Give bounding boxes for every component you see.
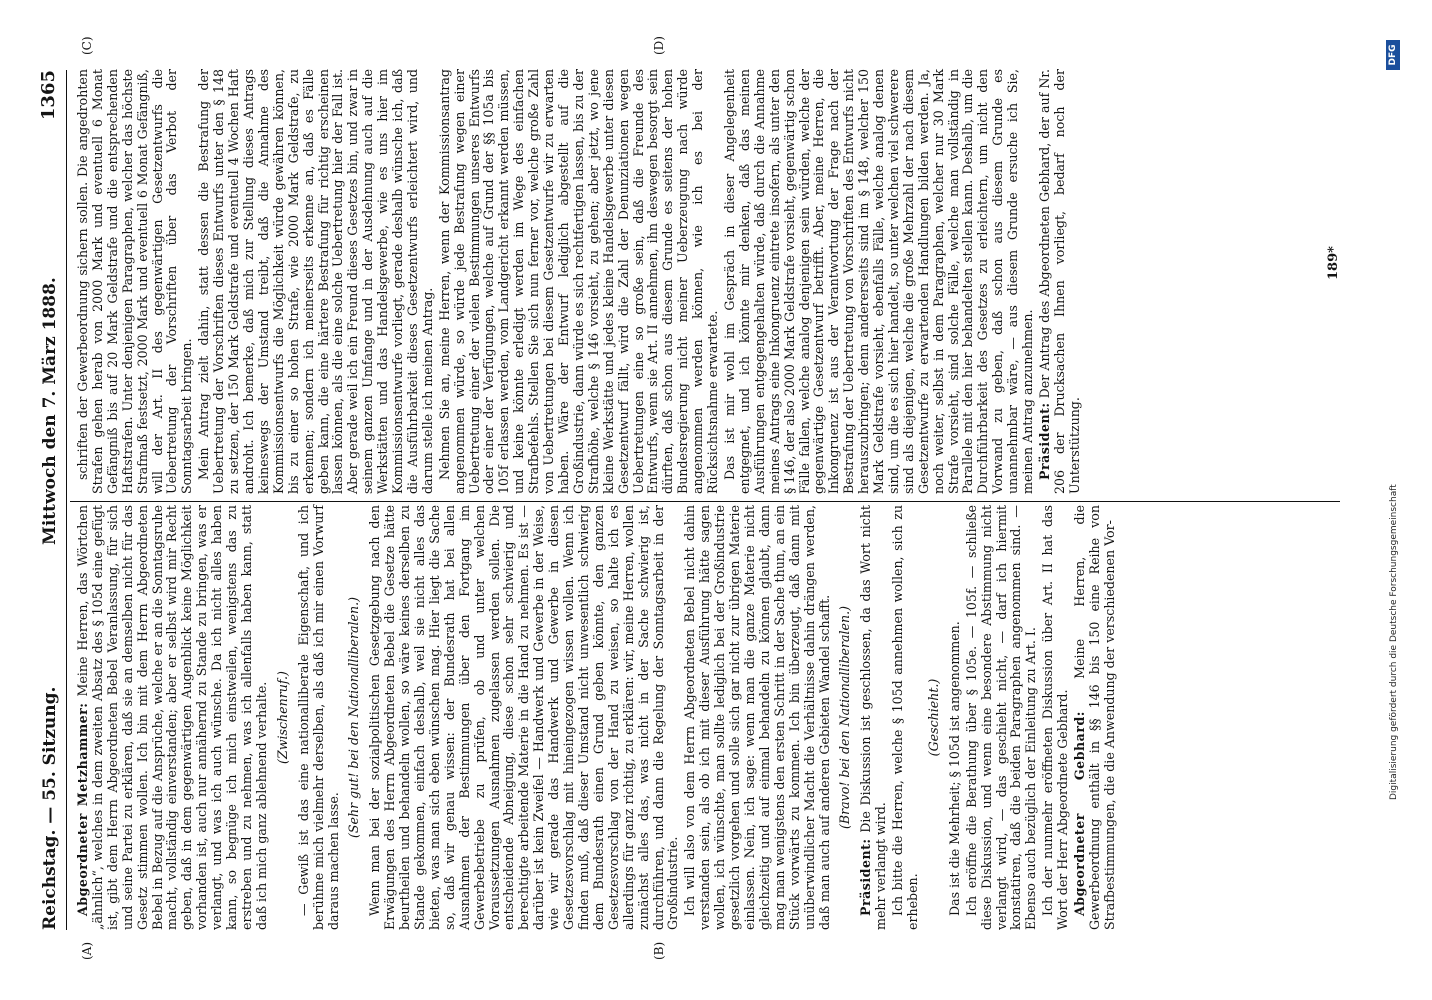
interjection: (Zwischenruf.) [274, 671, 290, 764]
margin-marker-c: (C) [80, 36, 94, 55]
speaker-label: Abgeordneter Metzhammer: [75, 702, 90, 916]
paragraph-text: Meine Herren, das Wörtchen „ähnlich“, welches in dem zweiten Absatz des § 105d eine gefügt ist, gibt dem Herrn Abgeordneten Bebel Veranlassung, für sich und seine Partei zu erklären, daß sie an demselben nicht für das Gesetz stimmen wollen. Ich bin mit dem Herrn Abgeordneten Bebel in Bezug auf die Ansprüche, welche er an die Sonntagsruhe macht, vollständig einverstanden; aber er selbst wird mir Recht geben, daß in dem gegenwärtigen Augenblick keine Möglichkeit vorhanden ist, auch nur annähernd zu Stande zu bringen, was er verlangt, und was ich auch wünsche. Da ich nicht alles haben kann, so begnüge ich mich einstweilen, wenigstens das zu erstreben und zu nehmen, was ich allenfalls haben kann, statt daß ich mich ganz ablehnend verhalte. [75, 505, 269, 930]
paragraph-text: Die Diskussion ist geschlossen, da das Wort nicht mehr verlangt wird. [858, 505, 889, 930]
paragraph: Ich eröffne die Berathung über § 105e. — 105f. — schließe diese Diskussion, und wenn eine besondere Abstimmung nicht verlangt wird, — das geschieht nicht, — darf ich hiermit konstatiren, daß die beiden Paragraphen angenommen sind. — Ebenso auch bezüglich der Einleitung zu Art. I. [963, 505, 1039, 930]
paragraph [1073, 505, 1118, 930]
page-header [34, 70, 64, 930]
speaker-label: Präsident: [1037, 402, 1052, 480]
paragraph [76, 505, 270, 930]
interjection: (Geschieht.) [925, 678, 941, 757]
paragraph: Ich will also von dem Herrn Abgeordneten Bebel nicht dahin verstanden sein, als ob ich mit dieser Ausführung hätte sagen wollen, ich wünschte, man sollte lediglich bei der Großindustrie gesetzlich vorgehen und solle sich gar nicht zur übrigen Materie einlassen. Nein, ich sage: wenn man die ganze Materie nicht gleichzeitig und auf einmal behandeln zu können glaubt, dann mag man wenigstens den ersten Schritt in der Sache thun, an ein Stück vorwärts zu kommen. Ich bin überzeugt, daß dann mit unüberwindlicher Macht die Verhältnisse dahin drängen werden, daß man auch auf anderen Gebieten Wandel schafft. [682, 505, 832, 930]
signature-number: 189* [1326, 246, 1341, 280]
header-page-number: 1365 [38, 70, 59, 121]
paragraph [859, 505, 889, 930]
speaker-label: Präsident: [858, 838, 874, 916]
interjection: (Bravo! bei den Nationalliberalen.) [837, 605, 853, 830]
paragraph: Wenn man bei der sozialpolitischen Gesetzgebung nach den Erwägungen des Herrn Abgeordneten Bebel die Gesetze hätte beurtheilen und behandeln wollen, so wäre keines derselben zu Stande gekommen, einfach deshalb, weil sie nicht alles das bieten, was man sich eben wünschen mag. Hier liegt die Sache so, daß wir genau wissen: der Bundesrath hat bei allen Ausnahmen der Bestimmungen über den Fortgang im Gewerbebetriebe zu prüfen, ob und unter welchen Voraussetzungen Ausnahmen zugelassen werden sollen. Die entscheidende Abneigung, diese schon sehr schwierig und berechtigte arbeitende Materie in die Hand zu nehmen. Es ist — darüber ist kein Zweifel — Handwerk und Gewerbe in der Weise, wie wir gerade das Handwerk und Gewerbe in diesen Gesetzesvorschlag mit hineingezogen wissen wollen. Wenn ich finden muß, daß dieser Umstand nicht unwesentlich schwierig dem Bundesrath einen Grund geben könnte, den ganzen Gesetzesvorschlag von der Hand zu weisen, so halte ich es allerdings für ganz richtig, zu erklären: wir, meine Herren, wollen zunächst alles das, was nicht in der Sache schwierig ist, durchführen, und dann die Regelung der Sonntagsarbeit in der Großindustrie. [367, 505, 681, 930]
speaker-label: Abgeordneter Gebhard: [1072, 711, 1088, 916]
margin-marker-b: (B) [652, 941, 666, 960]
paragraph [1038, 69, 1083, 494]
right-column [76, 69, 1326, 494]
header-rule [66, 70, 67, 930]
dfg-logo-text: DFG [1388, 44, 1398, 66]
paragraph-text: Meine Herren, die Gewerbeordnung enthält in §§ 146 bis 150 eine Reihe von Strafbestimmungen, die die Anwendung der verschiedenen Vor- [1072, 505, 1117, 930]
column-divider [70, 501, 1340, 502]
paragraph: Das ist mir wohl im Gespräch in dieser Angelegenheit entgegnet, und ich könnte mir denken, daß das meinen Ausführungen entgegengehalten würde, daß durch die Annahme meines Antrags eine Inkongruenz eintrete insofern, als unter den § 146, der also 2000 Mark Geldstrafe vorsieht, gegenwärtig schon Fälle fallen, welche analog denjenigen sein würden, welche der gegenwärtige Gesetzentwurf betrifft. Aber, meine Herren, die Inkongruenz ist aus der Verantwortung der Frage nach der Bestrafung der Uebertretung von Vorschriften des Entwurfs nicht herauszubringen; denn andererseits sind im § 148, welcher 150 Mark Geldstrafe vorsieht, ebenfalls Fälle, welche analog denen sind, um die es sich hier handelt, so unter welchen viel schwerere sind als diejenigen, welche die große Mehrzahl der nach diesem Gesetzentwurfe zu erwartenden Handlungen bilden werden. Ja, noch weiter, selbst in dem Paragraphen, welcher nur 30 Mark Strafe vorsieht, sind solche Fälle, welche man vollständig in Parallele mit den hier behandelten stellen kann. Deshalb, um die Durchführbarkeit des Gesetzes zu erleichtern, um nicht den Vorwand zu geben, daß schon aus diesem Grunde es unannehmbar wäre, — aus diesem Grunde ersuche ich Sie, meinen Antrag anzunehmen. [721, 69, 1036, 494]
left-column [76, 505, 1326, 930]
paragraph: Nehmen Sie an, meine Herren, wenn der Kommissionsantrag angenommen würde, so würde jede Bestrafung wegen einer Uebertretung einer der vielen Bestimmungen unseres Entwurfs oder einer der Verfügungen, welche auf Grund der §§ 105a bis 105f erlassen werden, vom Landgericht erkannt werden müssen, und keine könnte erledigt werden im Wege des einfachen Strafbefehls. Stellen Sie sich nun ferner vor, welche große Zahl von Uebertretungen bei diesem Gesetzentwurfe wir zu erwarten haben. Wäre der Entwurf lediglich abgestellt auf die Großindustrie, dann würde es sich rechtfertigen lassen, bis zu der Strafhöhe, welche § 146 vorsieht, zu gehen; aber jetzt, wo jene kleine Werkstätte und jedes kleine Handelsgewerbe unter diesen Gesetzentwurf fällt, wird die Zahl der Denunziationen wegen Uebertretungen eine so große sein, daß die Freunde des Entwurfs, wenn sie Art. II annehmen, ihn deswegen besorgt sein dürften, daß schon aus diesem Grunde es seitens der hohen Bundesregierung nicht meiner Ueberzeugung nach würde angenommen werden können, wie ich es bei der Rücksichtsnahme erwartete. [436, 69, 721, 494]
margin-marker-a: (A) [80, 941, 94, 960]
paragraph: schriften der Gewerbeordnung sichern sollen. Die angedrohten Strafen gehen herab von 2000 Mark und eventuell 6 Monat Gefängniß bis auf 20 Mark Geldstrafe und die entsprechenden Haftstrafen. Unter denjenigen Paragraphen, welcher das höchste Strafmaß festsetzt, 2000 Mark und eventuell 6 Monat Gefängniß, will der Art. II des gegenwärtigen Gesetzentwurfs die Uebertretung der Vorschriften über das Verbot der Sonntagsarbeit bringen. [75, 69, 195, 494]
paragraph: Ich der nunmehr eröffneten Diskussion über Art. II hat das Wort der Herr Abgeordnete Gebhard. [1040, 505, 1071, 930]
paragraph-text: Der Antrag des Abgeordneten Gebhard, der auf Nr. 206 der Drucksachen Ihnen vorliegt, bedarf noch der Unterstützung. [1037, 69, 1082, 494]
paragraph: Das ist die Mehrheit; § 105d ist angenommen. [946, 621, 962, 916]
header-date: Mittwoch den 7. März 1888. [40, 277, 60, 545]
digitization-notice-text: Digitalisierung gefördert durch die Deutsche Forschungsgemeinschaft [1389, 484, 1399, 800]
header-session-title: Reichstag. — 55. Sitzung. [40, 686, 60, 930]
digitization-notice [1384, 40, 1406, 800]
interjection: (Sehr gut! bei den Nationalliberalen.) [346, 596, 362, 839]
margin-marker-d: (D) [652, 36, 666, 55]
paragraph: Ich bitte die Herren, welche § 105d annehmen wollen, sich zu erheben. [890, 505, 921, 930]
dfg-logo-icon [1386, 40, 1400, 70]
paragraph: Mein Antrag zielt dahin, statt dessen die Bestrafung der Uebertretung der Vorschriften dieses Entwurfs unter den § 148 zu setzen, der 150 Mark Geldstrafe und eventuell 4 Wochen Haft androht. Ich bemerke, daß mich zur Stellung dieses Antrags keineswegs der Umstand treibt, daß die Annahme des Kommissionsentwurfs die Möglichkeit würde gewähren können, bis zu einer so hohen Strafe, wie 2000 Mark Geldstrafe, zu erkennen; sondern ich meinerseits erkenne an, daß es Fälle geben kann, die eine härtere Bestrafung für richtig erscheinen lassen können, als die eine solche Uebertretung hier der Fall ist. Aber gerade weil ich ein Freund dieses Gesetzes bin, und zwar in seinem ganzen Umfange und in der Ausdehnung auch auf die Werkstätten und das Handelsgewerbe, wie es uns hier im Kommissionsentwurfe vorliegt, gerade deshalb wünsche ich, daß die Ausführbarkeit dieses Gesetzentwurfs erleichtert wird, und darum stelle ich meinen Antrag. [196, 69, 435, 494]
paragraph: — Gewiß ist das eine nationalliberale Eigenschaft, und ich berühme mich vielmehr derselben, als daß ich mir einen Vorwurf daraus machen lasse. [295, 505, 341, 930]
